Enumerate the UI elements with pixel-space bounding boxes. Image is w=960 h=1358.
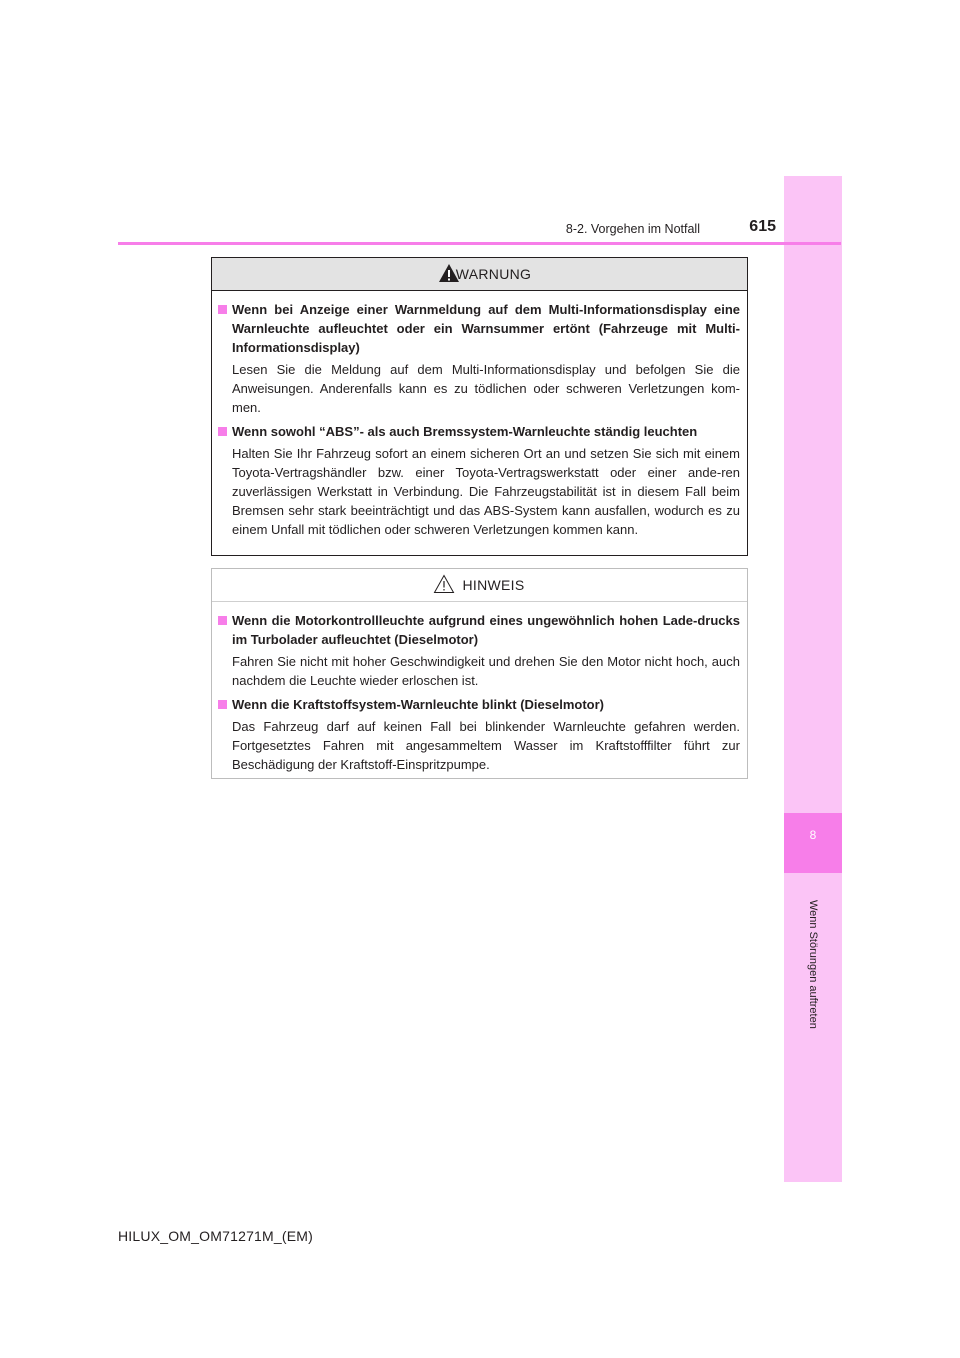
bullet-square-icon	[218, 700, 227, 709]
warning-item-text: Lesen Sie die Meldung auf dem Multi-Informationsdisplay und befolgen Sie die Anweisungen. Anderenfalls kann es zu tödlichen oder schweren Verletzungen kom-men.	[232, 362, 740, 415]
warning-item-title: Wenn sowohl “ABS”- als auch Bremssystem-Warnleuchte ständig leuchten	[218, 422, 740, 441]
chapter-title: Wenn Störungen auftreten	[807, 900, 819, 1029]
note-box	[211, 568, 748, 779]
warning-box-body	[212, 291, 747, 539]
warning-heading: WARNUNG	[455, 266, 532, 282]
note-box-header	[212, 569, 747, 602]
warning-item	[218, 300, 740, 417]
header-divider	[118, 242, 841, 245]
note-heading: HINWEIS	[462, 577, 525, 593]
chapter-tab-active[interactable]	[784, 813, 842, 873]
warning-box	[211, 257, 748, 556]
note-box-body	[212, 602, 747, 774]
bullet-square-icon	[218, 427, 227, 436]
warning-item	[218, 422, 740, 539]
note-item-title: Wenn die Kraftstoffsystem-Warnleuchte blinkt (Dieselmotor)	[218, 695, 740, 714]
warning-item-text: Halten Sie Ihr Fahrzeug sofort an einem sicheren Ort an und setzen Sie sich mit einem Toyota-Vertragshändler bzw. einer Toyota-Vertragswerkstatt oder einer ande-ren zuverlässigen Werkstatt in Verbindung. Die Fahrzeugstabilität ist in diesem Fall beim Bremsen sehr stark beeinträchtigt und das ABS-System kann ausfallen, wodurch es zu einem Unfall mit tödlichen oder schweren Verletzungen kommen kann.	[232, 446, 740, 537]
bullet-square-icon	[218, 305, 227, 314]
chapter-number: 8	[809, 828, 817, 842]
note-item-title: Wenn die Motorkontrollleuchte aufgrund eines ungewöhnlich hohen Lade-drucks im Turbolader aufleuchtet (Dieselmotor)	[218, 611, 740, 649]
warning-item-title: Wenn bei Anzeige einer Warnmeldung auf dem Multi-Informationsdisplay eine Warnleuchte aufleuchtet oder ein Warnsummer ertönt (Fahrzeuge mit Multi-Informationsdisplay)	[218, 300, 740, 357]
note-item	[218, 611, 740, 690]
page-number: 615	[749, 218, 776, 235]
note-item-text: Fahren Sie nicht mit hoher Geschwindigkeit und drehen Sie den Motor nicht hoch, auch nachdem die Leuchte wieder erloschen ist.	[232, 654, 740, 688]
caution-triangle-icon	[433, 574, 455, 594]
chapter-side-tab	[784, 176, 842, 1182]
note-item-text: Das Fahrzeug darf auf keinen Fall bei blinkender Warnleuchte gefahren werden. Fortgesetztes Fahren mit angesammeltem Wasser im Kraftstofffilter führt zur Beschädigung der Kraftstoff-Einspritzpumpe.	[232, 719, 740, 772]
warning-box-header	[212, 258, 747, 291]
note-item	[218, 695, 740, 774]
section-title: 8-2. Vorgehen im Notfall	[565, 222, 700, 236]
document-id: HILUX_OM_OM71271M_(EM)	[118, 1228, 314, 1244]
bullet-square-icon	[218, 616, 227, 625]
